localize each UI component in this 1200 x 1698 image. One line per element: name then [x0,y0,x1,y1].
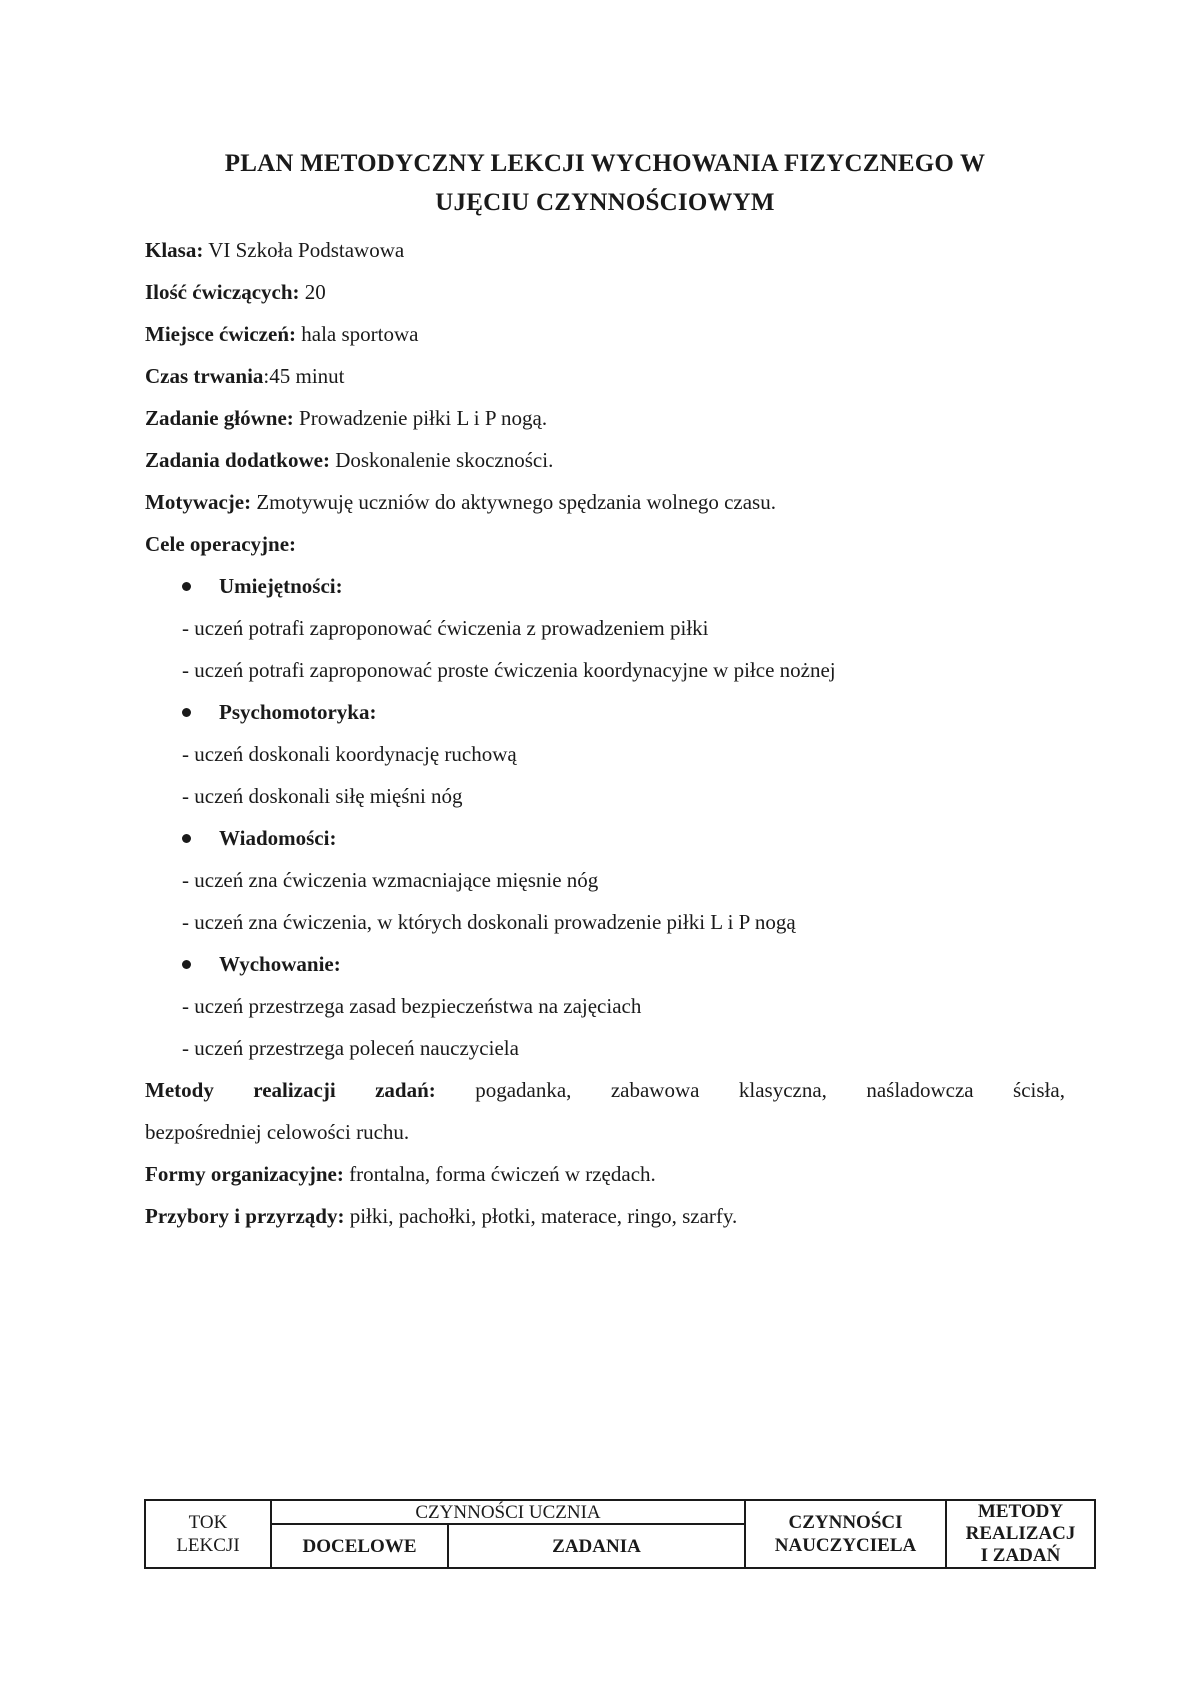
info-label: Miejsce ćwiczeń: [145,322,296,346]
title-line-2: UJĘCIU CZYNNOŚCIOWYM [435,189,775,216]
th-czynnosci-ucznia: CZYNNOŚCI UCZNIA [415,1501,601,1523]
info-label: Przybory i przyrządy: [145,1204,345,1228]
methods-value-word: klasyczna, [738,1078,827,1102]
title-line-1: PLAN METODYCZNY LEKCJI WYCHOWANIA FIZYCZNEGO W [224,150,986,177]
goal-group-psychomotor [145,691,1065,733]
info-participants [145,271,1065,313]
bullet-icon [182,834,191,843]
goal-group-name: Psychomotoryka: [219,700,377,724]
goal-item: - uczeń doskonali koordynację ruchową [182,742,517,766]
info-extra-tasks [145,439,1065,481]
th-docelowe: DOCELOWE [302,1535,417,1557]
page-title [145,144,1065,222]
info-value: piłki, pachołki, płotki, materace, ringo, szarfy. [344,1204,738,1228]
document-body [145,229,1065,1237]
info-label: Zadanie główne: [145,406,294,430]
info-label: Zadania dodatkowe: [145,448,330,472]
goal-item: - uczeń zna ćwiczenia, w których doskonali prowadzenie piłki L i P nogą [182,910,796,934]
info-motivation [145,481,1065,523]
methods-line-2: bezpośredniej celowości ruchu. [145,1120,410,1144]
info-duration [145,355,1065,397]
methods-label-word: realizacji [253,1078,336,1102]
th-text: TOK [188,1512,228,1533]
th-text: LEKCJI [176,1535,240,1556]
info-label: Ilość ćwiczących: [145,280,300,304]
methods-line-1 [145,1069,1065,1111]
th-text: NAUCZYCIELA [774,1535,917,1556]
goal-item: - uczeń przestrzega zasad bezpieczeństwa na zajęciach [182,994,642,1018]
info-label: Czas trwania [145,364,264,388]
info-value: 20 [299,280,326,304]
methods-label-word: Metody [145,1078,214,1102]
th-text: I ZADAŃ [980,1545,1061,1566]
th-text: METODY [977,1501,1064,1522]
goal-item: - uczeń potrafi zaproponować ćwiczenia z prowadzeniem piłki [182,616,709,640]
bullet-icon [182,708,191,717]
bullet-icon [182,960,191,969]
info-class [145,229,1065,271]
goal-group-skills [145,565,1065,607]
methods-label-word: zadań: [375,1078,436,1102]
info-main-task [145,397,1065,439]
th-text: CZYNNOŚCI [788,1512,903,1533]
info-value: :45 minut [263,364,345,388]
goal-group-name: Wychowanie: [219,952,341,976]
th-text: REALIZACJ [965,1523,1076,1544]
methods-value-word: zabawowa [610,1078,700,1102]
info-label: Motywacje: [145,490,252,514]
info-forms [145,1153,1065,1195]
info-value: Zmotywuję uczniów do aktywnego spędzania wolnego czasu. [251,490,776,514]
lesson-table-header [144,1499,1096,1569]
info-value: Prowadzenie piłki L i P nogą. [293,406,548,430]
goal-item: - uczeń przestrzega poleceń nauczyciela [182,1036,519,1060]
info-equipment [145,1195,1065,1237]
info-value: VI Szkoła Podstawowa [203,238,405,262]
methods-value-word: ścisła, [1013,1078,1065,1102]
th-metody-realizacji [947,1501,1094,1567]
info-label: Klasa: [145,238,204,262]
goals-heading: Cele operacyjne: [145,532,297,556]
info-value: frontalna, forma ćwiczeń w rzędach. [343,1162,656,1186]
th-zadania: ZADANIA [552,1535,641,1557]
methods-value-word: pogadanka, [475,1078,572,1102]
th-czynnosci-nauczyciela [746,1501,945,1567]
goal-item: - uczeń doskonali siłę mięśni nóg [182,784,463,808]
bullet-icon [182,582,191,591]
goal-group-knowledge [145,817,1065,859]
th-tok-lekcji [146,1501,270,1567]
goal-item: - uczeń potrafi zaproponować proste ćwiczenia koordynacyjne w piłce nożnej [182,658,836,682]
goal-item: - uczeń zna ćwiczenia wzmacniające mięsnie nóg [182,868,599,892]
goal-group-name: Wiadomości: [219,826,337,850]
info-label: Formy organizacyjne: [145,1162,344,1186]
info-value: Doskonalenie skoczności. [329,448,554,472]
goal-group-name: Umiejętności: [219,574,343,598]
info-location [145,313,1065,355]
methods-value-word: naśladowcza [866,1078,974,1102]
goal-group-upbringing [145,943,1065,985]
info-value: hala sportowa [296,322,419,346]
